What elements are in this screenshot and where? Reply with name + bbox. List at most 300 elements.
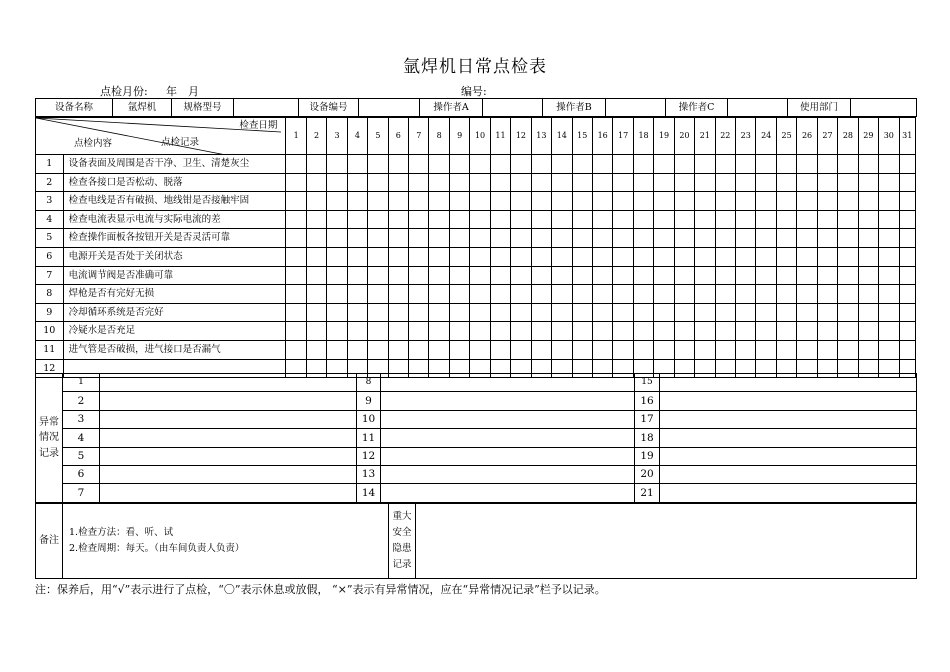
- check-record-cell[interactable]: [858, 303, 878, 322]
- check-record-cell[interactable]: [797, 247, 817, 266]
- check-record-cell[interactable]: [858, 322, 878, 341]
- check-record-cell[interactable]: [592, 322, 612, 341]
- check-record-cell[interactable]: [633, 322, 653, 341]
- check-record-cell[interactable]: [511, 303, 531, 322]
- check-record-cell[interactable]: [306, 210, 326, 229]
- check-record-cell[interactable]: [756, 155, 776, 174]
- check-record-cell[interactable]: [572, 155, 592, 174]
- check-record-cell[interactable]: [368, 229, 388, 248]
- check-record-cell[interactable]: [511, 229, 531, 248]
- check-record-cell[interactable]: [531, 247, 551, 266]
- check-record-cell[interactable]: [756, 266, 776, 285]
- check-record-cell[interactable]: [449, 210, 469, 229]
- check-record-cell[interactable]: [531, 192, 551, 211]
- check-record-cell[interactable]: [429, 247, 449, 266]
- check-record-cell[interactable]: [286, 173, 306, 192]
- check-record-cell[interactable]: [715, 266, 735, 285]
- check-record-cell[interactable]: [449, 266, 469, 285]
- check-record-cell[interactable]: [388, 303, 408, 322]
- check-record-cell[interactable]: [838, 229, 858, 248]
- check-record-cell[interactable]: [797, 340, 817, 359]
- department-value[interactable]: [851, 99, 917, 117]
- check-record-cell[interactable]: [858, 173, 878, 192]
- check-record-cell[interactable]: [470, 173, 490, 192]
- check-record-cell[interactable]: [817, 155, 837, 174]
- check-record-cell[interactable]: [347, 210, 367, 229]
- model-value[interactable]: [234, 99, 299, 117]
- check-record-cell[interactable]: [695, 303, 715, 322]
- check-record-cell[interactable]: [347, 173, 367, 192]
- check-record-cell[interactable]: [817, 192, 837, 211]
- check-record-cell[interactable]: [756, 173, 776, 192]
- check-record-cell[interactable]: [552, 229, 572, 248]
- check-record-cell[interactable]: [654, 247, 674, 266]
- operator-b-value[interactable]: [606, 99, 666, 117]
- check-record-cell[interactable]: [879, 340, 899, 359]
- abnormal-entry-field[interactable]: [381, 447, 635, 465]
- check-record-cell[interactable]: [449, 173, 469, 192]
- check-record-cell[interactable]: [327, 173, 347, 192]
- check-record-cell[interactable]: [531, 210, 551, 229]
- check-record-cell[interactable]: [531, 266, 551, 285]
- check-record-cell[interactable]: [736, 303, 756, 322]
- check-record-cell[interactable]: [429, 210, 449, 229]
- check-record-cell[interactable]: [470, 340, 490, 359]
- check-record-cell[interactable]: [838, 210, 858, 229]
- check-record-cell[interactable]: [572, 322, 592, 341]
- check-record-cell[interactable]: [654, 266, 674, 285]
- check-record-cell[interactable]: [490, 229, 510, 248]
- check-record-cell[interactable]: [858, 192, 878, 211]
- check-record-cell[interactable]: [817, 285, 837, 304]
- check-record-cell[interactable]: [409, 247, 429, 266]
- check-record-cell[interactable]: [511, 285, 531, 304]
- check-record-cell[interactable]: [409, 303, 429, 322]
- check-record-cell[interactable]: [388, 192, 408, 211]
- check-record-cell[interactable]: [674, 155, 694, 174]
- check-record-cell[interactable]: [879, 247, 899, 266]
- check-record-cell[interactable]: [327, 192, 347, 211]
- check-record-cell[interactable]: [879, 173, 899, 192]
- check-record-cell[interactable]: [286, 303, 306, 322]
- check-record-cell[interactable]: [429, 322, 449, 341]
- check-record-cell[interactable]: [776, 247, 796, 266]
- check-record-cell[interactable]: [327, 303, 347, 322]
- check-record-cell[interactable]: [429, 340, 449, 359]
- check-record-cell[interactable]: [715, 192, 735, 211]
- check-record-cell[interactable]: [388, 285, 408, 304]
- check-record-cell[interactable]: [674, 210, 694, 229]
- abnormal-entry-field[interactable]: [660, 465, 917, 483]
- abnormal-entry-field[interactable]: [381, 484, 635, 502]
- check-record-cell[interactable]: [470, 229, 490, 248]
- check-record-cell[interactable]: [592, 266, 612, 285]
- check-record-cell[interactable]: [429, 155, 449, 174]
- check-record-cell[interactable]: [797, 303, 817, 322]
- check-record-cell[interactable]: [449, 155, 469, 174]
- check-record-cell[interactable]: [817, 266, 837, 285]
- check-record-cell[interactable]: [429, 229, 449, 248]
- check-record-cell[interactable]: [879, 229, 899, 248]
- abnormal-entry-field[interactable]: [381, 465, 635, 483]
- check-record-cell[interactable]: [613, 340, 633, 359]
- check-record-cell[interactable]: [552, 155, 572, 174]
- check-record-cell[interactable]: [633, 210, 653, 229]
- check-record-cell[interactable]: [736, 173, 756, 192]
- check-record-cell[interactable]: [797, 322, 817, 341]
- check-record-cell[interactable]: [613, 192, 633, 211]
- check-record-cell[interactable]: [715, 303, 735, 322]
- check-record-cell[interactable]: [633, 173, 653, 192]
- check-record-cell[interactable]: [388, 210, 408, 229]
- check-record-cell[interactable]: [490, 192, 510, 211]
- check-record-cell[interactable]: [838, 247, 858, 266]
- check-record-cell[interactable]: [470, 210, 490, 229]
- check-record-cell[interactable]: [736, 155, 756, 174]
- check-record-cell[interactable]: [388, 229, 408, 248]
- check-record-cell[interactable]: [327, 285, 347, 304]
- check-record-cell[interactable]: [695, 155, 715, 174]
- check-record-cell[interactable]: [879, 155, 899, 174]
- check-record-cell[interactable]: [572, 285, 592, 304]
- check-record-cell[interactable]: [327, 229, 347, 248]
- check-record-cell[interactable]: [817, 247, 837, 266]
- check-record-cell[interactable]: [572, 210, 592, 229]
- check-record-cell[interactable]: [736, 266, 756, 285]
- check-record-cell[interactable]: [776, 285, 796, 304]
- check-record-cell[interactable]: [368, 285, 388, 304]
- check-record-cell[interactable]: [756, 210, 776, 229]
- check-record-cell[interactable]: [347, 155, 367, 174]
- check-record-cell[interactable]: [306, 266, 326, 285]
- check-record-cell[interactable]: [633, 303, 653, 322]
- check-record-cell[interactable]: [286, 247, 306, 266]
- check-record-cell[interactable]: [490, 155, 510, 174]
- check-record-cell[interactable]: [654, 285, 674, 304]
- abnormal-entry-field[interactable]: [381, 410, 635, 428]
- check-record-cell[interactable]: [899, 303, 915, 322]
- check-record-cell[interactable]: [470, 266, 490, 285]
- check-record-cell[interactable]: [695, 173, 715, 192]
- check-record-cell[interactable]: [286, 155, 306, 174]
- check-record-cell[interactable]: [776, 155, 796, 174]
- check-record-cell[interactable]: [409, 192, 429, 211]
- check-record-cell[interactable]: [286, 266, 306, 285]
- check-record-cell[interactable]: [674, 173, 694, 192]
- check-record-cell[interactable]: [511, 155, 531, 174]
- check-record-cell[interactable]: [858, 266, 878, 285]
- check-record-cell[interactable]: [838, 322, 858, 341]
- check-record-cell[interactable]: [490, 173, 510, 192]
- check-record-cell[interactable]: [756, 285, 776, 304]
- check-record-cell[interactable]: [429, 266, 449, 285]
- check-record-cell[interactable]: [490, 303, 510, 322]
- check-record-cell[interactable]: [674, 192, 694, 211]
- operator-c-value[interactable]: [728, 99, 788, 117]
- check-record-cell[interactable]: [306, 322, 326, 341]
- check-record-cell[interactable]: [572, 192, 592, 211]
- check-record-cell[interactable]: [592, 173, 612, 192]
- check-record-cell[interactable]: [633, 192, 653, 211]
- check-record-cell[interactable]: [674, 340, 694, 359]
- check-record-cell[interactable]: [613, 210, 633, 229]
- check-record-cell[interactable]: [449, 303, 469, 322]
- check-record-cell[interactable]: [347, 266, 367, 285]
- check-record-cell[interactable]: [490, 285, 510, 304]
- check-record-cell[interactable]: [633, 340, 653, 359]
- check-record-cell[interactable]: [552, 340, 572, 359]
- check-record-cell[interactable]: [817, 322, 837, 341]
- check-record-cell[interactable]: [899, 340, 915, 359]
- check-record-cell[interactable]: [776, 173, 796, 192]
- check-record-cell[interactable]: [286, 229, 306, 248]
- check-record-cell[interactable]: [797, 229, 817, 248]
- check-record-cell[interactable]: [429, 285, 449, 304]
- check-record-cell[interactable]: [347, 340, 367, 359]
- check-record-cell[interactable]: [899, 210, 915, 229]
- check-record-cell[interactable]: [674, 303, 694, 322]
- check-record-cell[interactable]: [327, 322, 347, 341]
- check-record-cell[interactable]: [674, 285, 694, 304]
- check-record-cell[interactable]: [552, 173, 572, 192]
- check-record-cell[interactable]: [654, 322, 674, 341]
- check-record-cell[interactable]: [306, 340, 326, 359]
- check-record-cell[interactable]: [368, 155, 388, 174]
- check-record-cell[interactable]: [715, 247, 735, 266]
- check-record-cell[interactable]: [674, 247, 694, 266]
- check-record-cell[interactable]: [756, 340, 776, 359]
- check-record-cell[interactable]: [368, 340, 388, 359]
- check-record-cell[interactable]: [286, 192, 306, 211]
- check-record-cell[interactable]: [776, 266, 796, 285]
- check-record-cell[interactable]: [347, 322, 367, 341]
- check-record-cell[interactable]: [409, 210, 429, 229]
- check-record-cell[interactable]: [449, 192, 469, 211]
- check-record-cell[interactable]: [409, 266, 429, 285]
- check-record-cell[interactable]: [531, 173, 551, 192]
- check-record-cell[interactable]: [838, 266, 858, 285]
- check-record-cell[interactable]: [613, 155, 633, 174]
- check-record-cell[interactable]: [838, 173, 858, 192]
- check-record-cell[interactable]: [838, 192, 858, 211]
- check-record-cell[interactable]: [695, 340, 715, 359]
- check-record-cell[interactable]: [552, 210, 572, 229]
- check-record-cell[interactable]: [899, 173, 915, 192]
- check-record-cell[interactable]: [736, 210, 756, 229]
- check-record-cell[interactable]: [695, 266, 715, 285]
- check-record-cell[interactable]: [490, 266, 510, 285]
- check-record-cell[interactable]: [674, 229, 694, 248]
- check-record-cell[interactable]: [654, 340, 674, 359]
- check-record-cell[interactable]: [347, 247, 367, 266]
- check-record-cell[interactable]: [470, 155, 490, 174]
- check-record-cell[interactable]: [613, 229, 633, 248]
- check-record-cell[interactable]: [552, 303, 572, 322]
- check-record-cell[interactable]: [286, 340, 306, 359]
- check-record-cell[interactable]: [306, 229, 326, 248]
- check-record-cell[interactable]: [838, 155, 858, 174]
- abnormal-entry-field[interactable]: [100, 410, 357, 428]
- check-record-cell[interactable]: [306, 247, 326, 266]
- check-record-cell[interactable]: [347, 192, 367, 211]
- check-record-cell[interactable]: [756, 322, 776, 341]
- check-record-cell[interactable]: [429, 303, 449, 322]
- check-record-cell[interactable]: [286, 210, 306, 229]
- check-record-cell[interactable]: [429, 173, 449, 192]
- check-record-cell[interactable]: [858, 210, 878, 229]
- check-record-cell[interactable]: [776, 340, 796, 359]
- check-record-cell[interactable]: [368, 322, 388, 341]
- check-record-cell[interactable]: [592, 247, 612, 266]
- check-record-cell[interactable]: [449, 340, 469, 359]
- abnormal-entry-field[interactable]: [381, 392, 635, 410]
- check-record-cell[interactable]: [613, 266, 633, 285]
- check-record-cell[interactable]: [368, 266, 388, 285]
- abnormal-entry-field[interactable]: [660, 392, 917, 410]
- check-record-cell[interactable]: [470, 247, 490, 266]
- check-record-cell[interactable]: [736, 229, 756, 248]
- check-record-cell[interactable]: [449, 247, 469, 266]
- check-record-cell[interactable]: [695, 192, 715, 211]
- check-record-cell[interactable]: [817, 340, 837, 359]
- check-record-cell[interactable]: [776, 322, 796, 341]
- check-record-cell[interactable]: [388, 322, 408, 341]
- check-record-cell[interactable]: [817, 229, 837, 248]
- check-record-cell[interactable]: [531, 340, 551, 359]
- check-record-cell[interactable]: [388, 247, 408, 266]
- check-record-cell[interactable]: [490, 247, 510, 266]
- check-record-cell[interactable]: [388, 266, 408, 285]
- check-record-cell[interactable]: [327, 210, 347, 229]
- abnormal-entry-field[interactable]: [100, 484, 357, 502]
- check-record-cell[interactable]: [633, 247, 653, 266]
- check-record-cell[interactable]: [858, 155, 878, 174]
- abnormal-entry-field[interactable]: [100, 465, 357, 483]
- check-record-cell[interactable]: [613, 247, 633, 266]
- check-record-cell[interactable]: [817, 303, 837, 322]
- equipment-no-value[interactable]: [359, 99, 420, 117]
- abnormal-entry-field[interactable]: [100, 429, 357, 447]
- check-record-cell[interactable]: [347, 303, 367, 322]
- check-record-cell[interactable]: [511, 266, 531, 285]
- check-record-cell[interactable]: [511, 192, 531, 211]
- check-record-cell[interactable]: [736, 322, 756, 341]
- check-record-cell[interactable]: [674, 266, 694, 285]
- check-record-cell[interactable]: [429, 192, 449, 211]
- check-record-cell[interactable]: [654, 192, 674, 211]
- abnormal-entry-field[interactable]: [660, 429, 917, 447]
- check-record-cell[interactable]: [654, 173, 674, 192]
- check-record-cell[interactable]: [633, 229, 653, 248]
- check-record-cell[interactable]: [613, 303, 633, 322]
- check-record-cell[interactable]: [368, 192, 388, 211]
- check-record-cell[interactable]: [327, 155, 347, 174]
- check-record-cell[interactable]: [347, 229, 367, 248]
- check-record-cell[interactable]: [409, 322, 429, 341]
- check-record-cell[interactable]: [899, 247, 915, 266]
- check-record-cell[interactable]: [613, 173, 633, 192]
- check-record-cell[interactable]: [899, 322, 915, 341]
- check-record-cell[interactable]: [327, 340, 347, 359]
- check-record-cell[interactable]: [552, 266, 572, 285]
- check-record-cell[interactable]: [449, 322, 469, 341]
- check-record-cell[interactable]: [470, 285, 490, 304]
- check-record-cell[interactable]: [592, 192, 612, 211]
- check-record-cell[interactable]: [572, 247, 592, 266]
- check-record-cell[interactable]: [572, 266, 592, 285]
- check-record-cell[interactable]: [613, 322, 633, 341]
- check-record-cell[interactable]: [899, 285, 915, 304]
- check-record-cell[interactable]: [776, 192, 796, 211]
- operator-a-value[interactable]: [483, 99, 543, 117]
- check-record-cell[interactable]: [592, 285, 612, 304]
- check-record-cell[interactable]: [776, 229, 796, 248]
- check-record-cell[interactable]: [715, 229, 735, 248]
- check-record-cell[interactable]: [756, 229, 776, 248]
- check-record-cell[interactable]: [797, 210, 817, 229]
- abnormal-entry-field[interactable]: [100, 447, 357, 465]
- check-record-cell[interactable]: [817, 210, 837, 229]
- check-record-cell[interactable]: [695, 247, 715, 266]
- check-record-cell[interactable]: [654, 210, 674, 229]
- abnormal-entry-field[interactable]: [381, 429, 635, 447]
- check-record-cell[interactable]: [797, 266, 817, 285]
- check-record-cell[interactable]: [531, 322, 551, 341]
- check-record-cell[interactable]: [715, 173, 735, 192]
- check-record-cell[interactable]: [511, 173, 531, 192]
- check-record-cell[interactable]: [654, 229, 674, 248]
- check-record-cell[interactable]: [695, 322, 715, 341]
- abnormal-entry-field[interactable]: [381, 374, 635, 392]
- check-record-cell[interactable]: [695, 210, 715, 229]
- check-record-cell[interactable]: [633, 285, 653, 304]
- check-record-cell[interactable]: [552, 247, 572, 266]
- check-record-cell[interactable]: [388, 173, 408, 192]
- abnormal-entry-field[interactable]: [100, 374, 357, 392]
- check-record-cell[interactable]: [879, 285, 899, 304]
- check-record-cell[interactable]: [572, 303, 592, 322]
- check-record-cell[interactable]: [409, 155, 429, 174]
- check-record-cell[interactable]: [306, 285, 326, 304]
- major-hazard-value[interactable]: [416, 504, 917, 579]
- check-record-cell[interactable]: [306, 155, 326, 174]
- check-record-cell[interactable]: [715, 210, 735, 229]
- check-record-cell[interactable]: [470, 303, 490, 322]
- check-record-cell[interactable]: [797, 155, 817, 174]
- check-record-cell[interactable]: [797, 192, 817, 211]
- abnormal-entry-field[interactable]: [660, 447, 917, 465]
- check-record-cell[interactable]: [879, 266, 899, 285]
- check-record-cell[interactable]: [368, 247, 388, 266]
- check-record-cell[interactable]: [858, 340, 878, 359]
- check-record-cell[interactable]: [899, 229, 915, 248]
- check-record-cell[interactable]: [327, 266, 347, 285]
- check-record-cell[interactable]: [306, 192, 326, 211]
- check-record-cell[interactable]: [368, 210, 388, 229]
- abnormal-entry-field[interactable]: [660, 410, 917, 428]
- check-record-cell[interactable]: [592, 303, 612, 322]
- check-record-cell[interactable]: [858, 229, 878, 248]
- check-record-cell[interactable]: [347, 285, 367, 304]
- check-record-cell[interactable]: [552, 285, 572, 304]
- check-record-cell[interactable]: [306, 173, 326, 192]
- check-record-cell[interactable]: [531, 285, 551, 304]
- check-record-cell[interactable]: [633, 155, 653, 174]
- check-record-cell[interactable]: [736, 340, 756, 359]
- check-record-cell[interactable]: [511, 340, 531, 359]
- check-record-cell[interactable]: [899, 266, 915, 285]
- check-record-cell[interactable]: [490, 210, 510, 229]
